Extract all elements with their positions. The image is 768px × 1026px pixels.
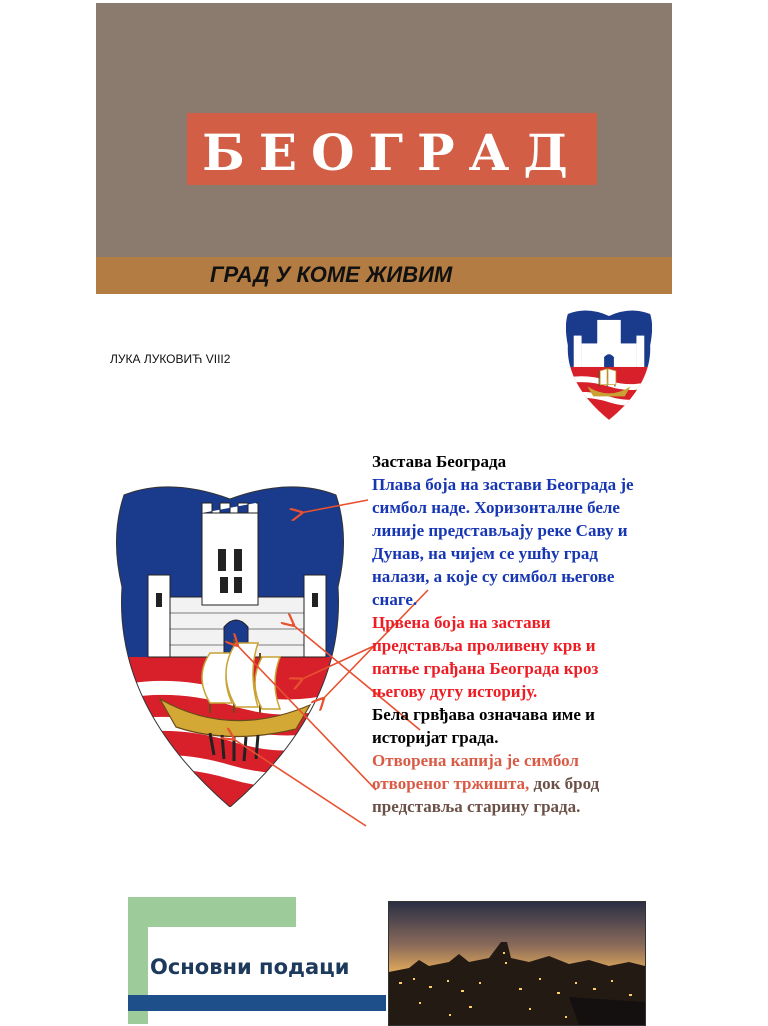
description-last-paragraph — [372, 749, 642, 818]
title-box — [187, 113, 597, 185]
basic-data-card — [128, 897, 386, 1024]
city-night-photo — [388, 901, 646, 1026]
description-brown-text: док брод представља старину града. — [372, 774, 600, 816]
page-subtitle: ГРАД У КОМЕ ЖИВИМ — [210, 262, 453, 287]
card-green-top — [128, 897, 296, 927]
flag-description — [372, 450, 642, 818]
subtitle-bar — [96, 257, 672, 294]
description-black-text: Бела грвђава означава име и историјат града. — [372, 705, 595, 747]
card-blue-bar — [128, 995, 386, 1011]
description-heading: Застава Београда — [372, 452, 507, 471]
title-slide — [96, 3, 672, 294]
card-label: Основни подаци — [150, 955, 350, 979]
small-crest-icon — [560, 306, 658, 424]
author-label: ЛУКА ЛУКОВИЋ VIII2 — [110, 352, 231, 366]
large-crest-icon — [110, 477, 350, 807]
page-title: БЕОГРАД — [202, 123, 582, 182]
description-red-text: Црвена боја на застави представља проливену крв и патње грађана Београда кроз његову дугу историју. — [372, 613, 599, 701]
description-blue-text: Плава боја на застави Београда је симбол наде. Хоризонталне беле линије представљају реке Саву и Дунав, на чијем се ушћу град налази, а које су симбол његове снаге. — [372, 475, 634, 609]
description-orange-text: Отворена капија је симбол отвореног тржишта, — [372, 751, 579, 793]
